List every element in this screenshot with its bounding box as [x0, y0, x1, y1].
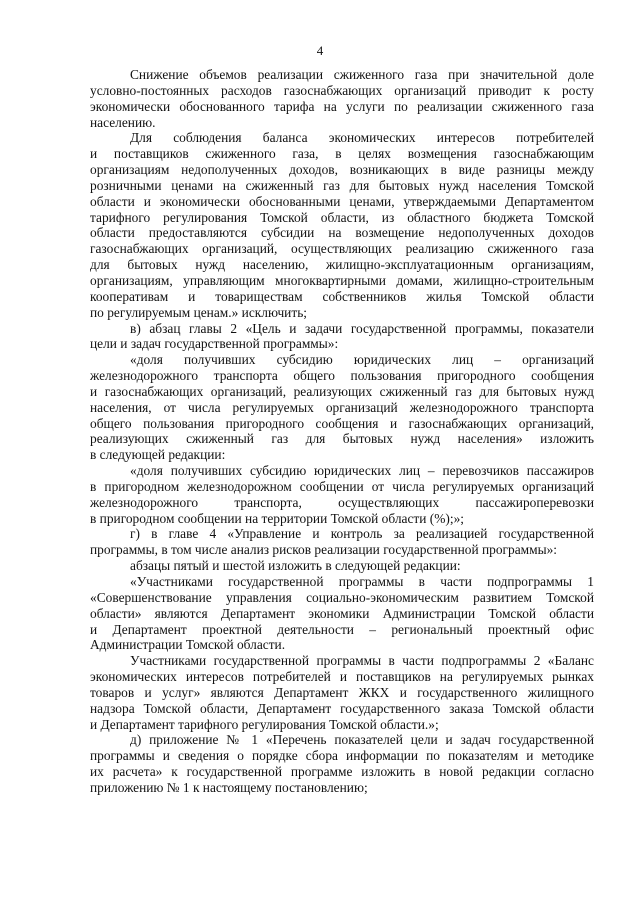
text-line: в) абзац главы 2 «Цель и задачи государственной программы, показатели [130, 320, 594, 336]
paragraph [90, 653, 594, 732]
text-line: и поставщиков сжиженного газа, в целях возмещения газоснабжающим [90, 146, 594, 162]
text-line: цели и задач государственной программы»: [90, 336, 339, 352]
text-line: розничными ценами на сжиженный газ для бытовых нужд населения Томской [90, 177, 594, 193]
text-line: г) в главе 4 «Управление и контроль за реализацией государственной [130, 526, 594, 542]
text-line: надзора Томской области, Департамент государственного заказа Томской области [90, 700, 594, 716]
paragraph [90, 558, 594, 574]
paragraph [90, 352, 594, 463]
text-line: Участниками государственной программы в части подпрограммы 2 «Баланс [130, 653, 594, 669]
text-line: в пригородном железнодорожном сообщении от числа регулируемых организаций [90, 478, 594, 494]
paragraph [90, 67, 594, 130]
text-line: в пригородном сообщении на территории Томской области (%);»; [90, 510, 464, 526]
text-line: товаров и услуг» являются Департамент ЖКХ и государственного жилищного [90, 684, 594, 700]
text-line: населению. [90, 114, 156, 130]
text-line: реализующих сжиженный газ для бытовых нужд населения» изложить [90, 431, 594, 447]
text-line: в следующей редакции: [90, 447, 226, 463]
text-line: «доля получивших субсидию юридических лиц – организаций [130, 352, 594, 368]
text-line: абзацы пятый и шестой изложить в следующей редакции: [130, 558, 461, 574]
text-line: населения, от числа регулируемых организаций железнодорожного транспорта [90, 399, 594, 415]
paragraph [90, 463, 594, 526]
text-line: их расчета» к государственной программе изложить в новой редакции согласно [90, 764, 594, 780]
text-line: Администрации Томской области. [90, 637, 286, 653]
paragraph [90, 732, 594, 795]
text-line: общего пользования пригородного сообщения и газоснабжающих организаций, [90, 415, 594, 431]
text-line: области предоставляются субсидии на возмещение недополученных доходов [90, 225, 594, 241]
text-line: «доля получивших субсидию юридических лиц – перевозчиков пассажиров [130, 463, 594, 479]
text-line: железнодорожного транспорта, осуществляющих пассажироперевозки [90, 494, 594, 510]
paragraph [90, 574, 594, 653]
paragraph [90, 130, 594, 320]
text-line: организациям, управляющим многоквартирными домами, жилищно-строительным [90, 272, 594, 288]
text-line: организациям недополученных доходов, возникающих в виде разницы между [90, 162, 594, 178]
text-line: по регулируемым ценам.» исключить; [90, 304, 308, 320]
text-line: железнодорожного транспорта общего пользования пригородного сообщения [90, 368, 594, 384]
text-line: Для соблюдения баланса экономических интересов потребителей [130, 130, 594, 146]
text-line: и газоснабжающих организаций, реализующих сжиженный газ для бытовых нужд [90, 383, 594, 399]
text-line: области и экономически обоснованными ценами, утверждаемыми Департаментом [90, 193, 594, 209]
text-line: и Департамент тарифного регулирования Томской области.»; [90, 716, 439, 732]
text-line: экономических интересов потребителей и поставщиков на регулируемых рынках [90, 669, 594, 685]
text-line: и Департамент проектной деятельности – региональный проектный офис [90, 621, 594, 637]
paragraph [90, 321, 594, 353]
text-line: «Участниками государственной программы в части подпрограммы 1 [130, 574, 594, 589]
document-body [90, 67, 594, 796]
text-line: д) приложение № 1 «Перечень показателей цели и задач государственной [130, 732, 594, 748]
text-line: экономически обоснованного тарифа на услуги по реализации сжиженного газа [90, 98, 594, 114]
text-line: условно-постоянных расходов газоснабжающих организаций приводит к росту [90, 82, 594, 98]
page-number: 4 [316, 43, 324, 58]
text-line: области» являются Департамент экономики Администрации Томской области [90, 605, 594, 621]
text-line: газоснабжающих организаций, осуществляющих реализацию сжиженного газа [90, 241, 594, 257]
text-line: приложению № 1 к настоящему постановлению; [90, 779, 368, 795]
text-line: тарифного регулирования Томской области, из областного бюджета Томской [90, 209, 594, 225]
text-line: программы, в том числе анализ рисков реализации государственной программы»: [90, 542, 558, 558]
text-line: «Совершенствование управления социально-экономическим развитием Томской [90, 589, 594, 605]
text-line: для бытовых нужд населению, жилищно-эксплуатационным организациям, [90, 257, 594, 273]
text-line: кооперативам и товариществам собственников жилья Томской области [90, 288, 594, 304]
paragraph [90, 526, 594, 558]
text-line: Снижение объемов реализации сжиженного газа при значительной доле [130, 67, 594, 82]
text-line: программы и сведения о порядке сбора информации по показателям и методике [90, 748, 594, 764]
